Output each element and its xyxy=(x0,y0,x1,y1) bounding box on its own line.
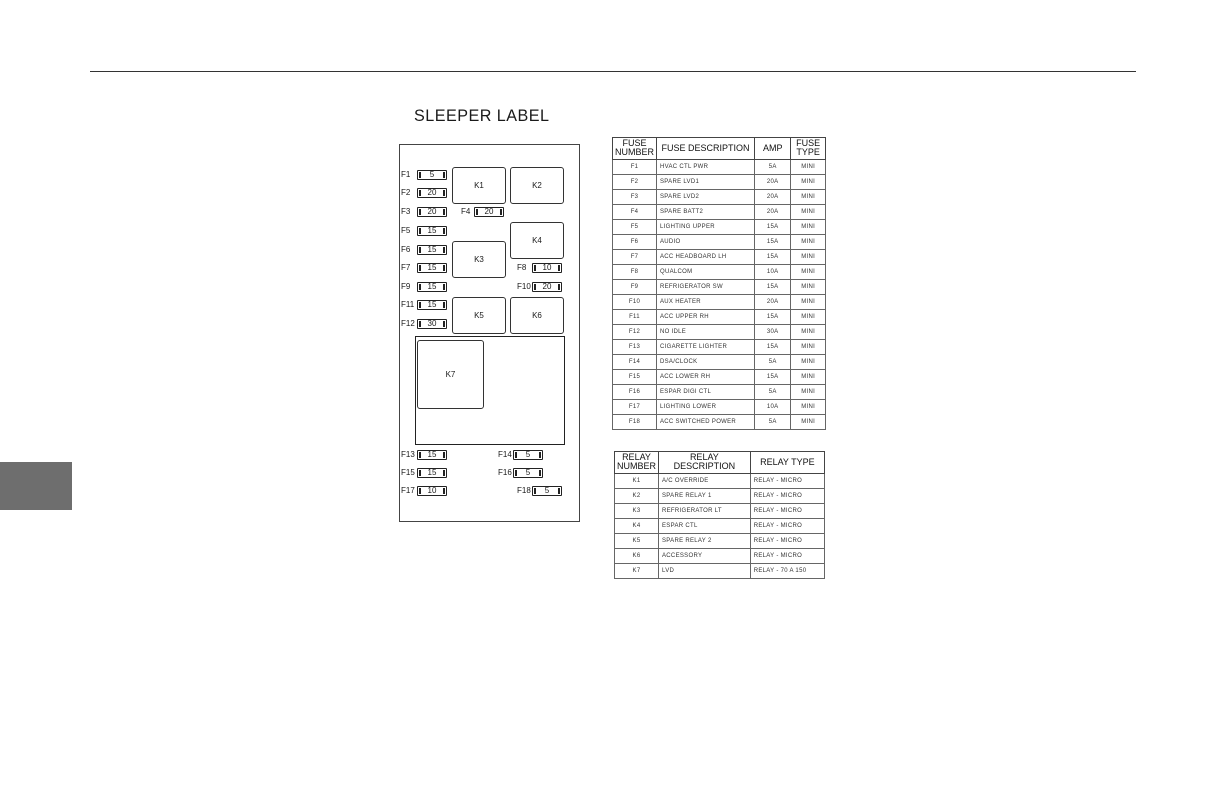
fuse-description-cell: ACC HEADBOARD LH xyxy=(657,249,755,264)
amp-cell: 20A xyxy=(755,174,791,189)
table-row xyxy=(613,324,826,339)
table-row xyxy=(613,384,826,399)
table-row xyxy=(615,473,825,488)
fuse-type-cell: MINI xyxy=(791,399,826,414)
fuse-slot-rating: 15 xyxy=(417,282,447,292)
fuse-slot-rating: 15 xyxy=(417,226,447,236)
fuse-slot-rating: 20 xyxy=(417,188,447,198)
fuse-number-cell: F1 xyxy=(613,159,657,174)
fuse-type-cell: MINI xyxy=(791,309,826,324)
fuse-slot-rating: 15 xyxy=(417,245,447,255)
fuse-type-cell: MINI xyxy=(791,189,826,204)
table-row xyxy=(613,264,826,279)
fuse-type-cell: MINI xyxy=(791,324,826,339)
fuse-type-cell: MINI xyxy=(791,249,826,264)
table-row xyxy=(615,518,825,533)
fuse-slot-label: F2 xyxy=(401,188,411,197)
fuse-slot-rating: 20 xyxy=(532,282,562,292)
amp-cell: 10A xyxy=(755,399,791,414)
relay-table xyxy=(614,451,825,579)
fuse-slot-label: F6 xyxy=(401,245,411,254)
fuse-description-cell: AUDIO xyxy=(657,234,755,249)
relay-number-cell: K5 xyxy=(615,533,659,548)
fuse-slot-label: F14 xyxy=(498,450,512,459)
fuse-type-cell: MINI xyxy=(791,159,826,174)
fuse-number-cell: F8 xyxy=(613,264,657,279)
fuse-number-cell: F9 xyxy=(613,279,657,294)
relay-k1: K1 xyxy=(452,167,506,204)
fuse-slot-label: F11 xyxy=(401,300,415,309)
relay-number-cell: K1 xyxy=(615,473,659,488)
relay-description-cell: ESPAR CTL xyxy=(659,518,751,533)
amp-cell: 20A xyxy=(755,204,791,219)
relay-type-cell: RELAY - MICRO xyxy=(750,488,824,503)
fuse-slot-label: F13 xyxy=(401,450,415,459)
fuse-slot-rating: 5 xyxy=(417,170,447,180)
section-tab xyxy=(0,462,72,510)
fuse-number-cell: F16 xyxy=(613,384,657,399)
table-row xyxy=(613,159,826,174)
relay-k7: K7 xyxy=(417,340,484,409)
fuse-slot-label: F18 xyxy=(517,486,531,495)
fuse-slot-label: F5 xyxy=(401,226,411,235)
fuse-slot-label: F12 xyxy=(401,319,415,328)
fuse-number-cell: F2 xyxy=(613,174,657,189)
amp-cell: 5A xyxy=(755,354,791,369)
fuse-number-cell: F10 xyxy=(613,294,657,309)
relay-type-cell: RELAY - MICRO xyxy=(750,473,824,488)
relay-k6: K6 xyxy=(510,297,564,334)
relay-description-cell: REFRIGERATOR LT xyxy=(659,503,751,518)
relay-description-cell: A/C OVERRIDE xyxy=(659,473,751,488)
fuse-description-cell: ACC SWITCHED POWER xyxy=(657,414,755,429)
fuse-slot-rating: 15 xyxy=(417,263,447,273)
amp-cell: 5A xyxy=(755,159,791,174)
relay-type-cell: RELAY - MICRO xyxy=(750,533,824,548)
fuse-number-cell: F18 xyxy=(613,414,657,429)
fuse-slot-rating: 15 xyxy=(417,450,447,460)
relay-number-cell: K2 xyxy=(615,488,659,503)
table-row xyxy=(613,294,826,309)
table-row xyxy=(613,204,826,219)
fuse-slot-label: F17 xyxy=(401,486,415,495)
table-row xyxy=(613,219,826,234)
fuse-slot-label: F7 xyxy=(401,263,411,272)
fuse-description-header: FUSE DESCRIPTION xyxy=(657,138,755,160)
fuse-description-cell: QUALCOM xyxy=(657,264,755,279)
fuse-type-cell: MINI xyxy=(791,174,826,189)
fuse-number-cell: F15 xyxy=(613,369,657,384)
fuse-description-cell: SPARE LVD1 xyxy=(657,174,755,189)
fuse-description-cell: LIGHTING UPPER xyxy=(657,219,755,234)
fuse-slot-rating: 30 xyxy=(417,319,447,329)
table-row xyxy=(613,249,826,264)
fuse-description-cell: ACC LOWER RH xyxy=(657,369,755,384)
amp-header: AMP xyxy=(755,138,791,160)
fuse-description-cell: NO IDLE xyxy=(657,324,755,339)
relay-number-cell: K4 xyxy=(615,518,659,533)
table-row xyxy=(613,399,826,414)
table-row xyxy=(613,279,826,294)
relay-type-cell: RELAY - MICRO xyxy=(750,548,824,563)
table-row xyxy=(615,488,825,503)
table-row xyxy=(615,563,825,578)
fuse-slot-label: F4 xyxy=(461,207,471,216)
table-row xyxy=(613,189,826,204)
fuse-type-cell: MINI xyxy=(791,414,826,429)
fuse-type-cell: MINI xyxy=(791,234,826,249)
relay-description-cell: LVD xyxy=(659,563,751,578)
table-row xyxy=(613,174,826,189)
fuse-type-cell: MINI xyxy=(791,294,826,309)
relay-k5: K5 xyxy=(452,297,506,334)
relay-description-header: RELAY DESCRIPTION xyxy=(659,452,751,474)
fuse-slot-rating: 20 xyxy=(417,207,447,217)
amp-cell: 5A xyxy=(755,414,791,429)
relay-type-cell: RELAY - MICRO xyxy=(750,518,824,533)
fuse-table xyxy=(612,137,826,430)
fuse-number-cell: F6 xyxy=(613,234,657,249)
table-row xyxy=(615,503,825,518)
table-row xyxy=(613,339,826,354)
amp-cell: 30A xyxy=(755,324,791,339)
fuse-slot-label: F10 xyxy=(517,282,531,291)
amp-cell: 15A xyxy=(755,279,791,294)
table-row xyxy=(613,369,826,384)
amp-cell: 20A xyxy=(755,294,791,309)
fuse-type-cell: MINI xyxy=(791,354,826,369)
fuse-description-cell: ACC UPPER RH xyxy=(657,309,755,324)
fuse-number-cell: F13 xyxy=(613,339,657,354)
fuse-slot-label: F16 xyxy=(498,468,512,477)
table-row xyxy=(613,354,826,369)
relay-number-cell: K3 xyxy=(615,503,659,518)
fuse-type-cell: MINI xyxy=(791,384,826,399)
relay-type-header: RELAY TYPE xyxy=(750,452,824,474)
table-row xyxy=(615,533,825,548)
fuse-description-cell: REFRIGERATOR SW xyxy=(657,279,755,294)
fuse-slot-label: F3 xyxy=(401,207,411,216)
amp-cell: 15A xyxy=(755,249,791,264)
fuse-description-cell: LIGHTING LOWER xyxy=(657,399,755,414)
sleeper-label-title: SLEEPER LABEL xyxy=(414,106,550,125)
fuse-type-cell: MINI xyxy=(791,279,826,294)
fuse-type-cell: MINI xyxy=(791,339,826,354)
fuse-number-cell: F7 xyxy=(613,249,657,264)
fuse-slot-rating: 10 xyxy=(417,486,447,496)
fuse-slot-rating: 5 xyxy=(532,486,562,496)
fuse-number-cell: F12 xyxy=(613,324,657,339)
amp-cell: 15A xyxy=(755,339,791,354)
amp-cell: 15A xyxy=(755,309,791,324)
table-row xyxy=(613,309,826,324)
fuse-type-cell: MINI xyxy=(791,204,826,219)
fuse-number-cell: F17 xyxy=(613,399,657,414)
relay-k3: K3 xyxy=(452,241,506,278)
fuse-slot-label: F15 xyxy=(401,468,415,477)
amp-cell: 15A xyxy=(755,369,791,384)
relay-k2: K2 xyxy=(510,167,564,204)
fuse-number-cell: F14 xyxy=(613,354,657,369)
relay-number-cell: K6 xyxy=(615,548,659,563)
fuse-number-cell: F4 xyxy=(613,204,657,219)
fuse-slot-label: F8 xyxy=(517,263,527,272)
relay-number-cell: K7 xyxy=(615,563,659,578)
amp-cell: 15A xyxy=(755,219,791,234)
fuse-description-cell: DSA/CLOCK xyxy=(657,354,755,369)
fuse-slot-label: F1 xyxy=(401,170,411,179)
relay-type-cell: RELAY - 70 A 150 xyxy=(750,563,824,578)
amp-cell: 10A xyxy=(755,264,791,279)
relay-description-cell: SPARE RELAY 1 xyxy=(659,488,751,503)
fuse-number-cell: F11 xyxy=(613,309,657,324)
fuse-description-cell: SPARE BATT2 xyxy=(657,204,755,219)
fuse-number-cell: F3 xyxy=(613,189,657,204)
relay-description-cell: ACCESSORY xyxy=(659,548,751,563)
amp-cell: 5A xyxy=(755,384,791,399)
table-row xyxy=(613,234,826,249)
fuse-slot-rating: 5 xyxy=(513,450,543,460)
fuse-number-header: FUSE NUMBER xyxy=(613,138,657,160)
amp-cell: 15A xyxy=(755,234,791,249)
fuse-description-cell: AUX HEATER xyxy=(657,294,755,309)
fuse-description-cell: CIGARETTE LIGHTER xyxy=(657,339,755,354)
fuse-description-cell: HVAC CTL PWR xyxy=(657,159,755,174)
fuse-type-cell: MINI xyxy=(791,369,826,384)
fuse-slot-rating: 15 xyxy=(417,300,447,310)
fuse-description-cell: ESPAR DIGI CTL xyxy=(657,384,755,399)
relay-description-cell: SPARE RELAY 2 xyxy=(659,533,751,548)
fuse-slot-rating: 10 xyxy=(532,263,562,273)
fuse-number-cell: F5 xyxy=(613,219,657,234)
relay-number-header: RELAY NUMBER xyxy=(615,452,659,474)
table-row xyxy=(615,548,825,563)
fuse-slot-label: F9 xyxy=(401,282,411,291)
fuse-slot-rating: 20 xyxy=(474,207,504,217)
relay-k4: K4 xyxy=(510,222,564,259)
fuse-type-cell: MINI xyxy=(791,264,826,279)
header-rule xyxy=(90,71,1136,72)
fuse-slot-rating: 5 xyxy=(513,468,543,478)
relay-type-cell: RELAY - MICRO xyxy=(750,503,824,518)
fuse-slot-rating: 15 xyxy=(417,468,447,478)
table-row xyxy=(613,414,826,429)
amp-cell: 20A xyxy=(755,189,791,204)
fuse-type-cell: MINI xyxy=(791,219,826,234)
fuse-type-header: FUSE TYPE xyxy=(791,138,826,160)
fuse-description-cell: SPARE LVD2 xyxy=(657,189,755,204)
